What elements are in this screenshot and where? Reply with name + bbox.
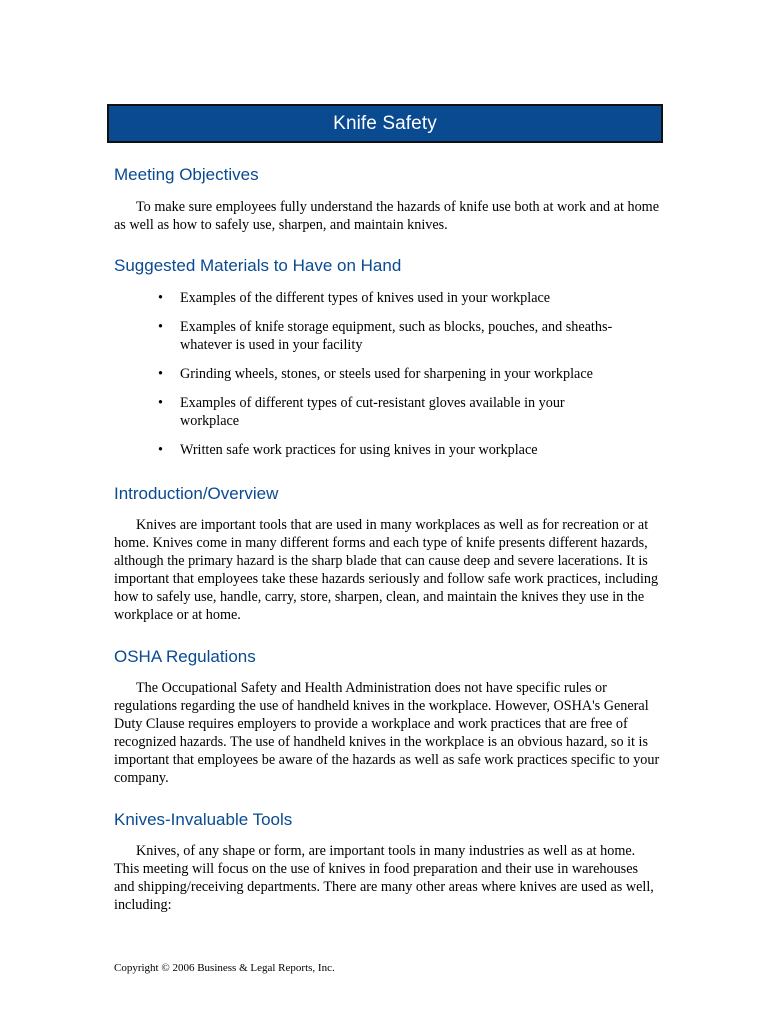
heading-introduction: Introduction/Overview [114, 484, 279, 503]
copyright-footer: Copyright © 2006 Business & Legal Reports, Inc. [114, 962, 335, 974]
list-item: • Examples of different types of cut-resistant gloves available in your workplace [114, 394, 662, 430]
bullet-icon: • [158, 395, 163, 411]
introduction-paragraph: Knives are important tools that are used in many workplaces as well as for recreation or at home. Knives come in many different forms and each type of knife presents different hazards, although the primary hazard is the sharp blade that can cause deep and severe lacerations. It is important that employees take these hazards seriously and follow safe work practices, including how to safely use, handle, carry, store, sharpen, clean, and maintain the knives they use in the workplace or at home. [114, 517, 659, 623]
bullet-icon: • [158, 442, 163, 458]
heading-knives-invaluable-tools: Knives-Invaluable Tools [114, 810, 293, 829]
bullet-icon: • [158, 366, 163, 382]
list-item: • Examples of knife storage equipment, such as blocks, pouches, and sheaths- whatever is used in your facility [114, 318, 662, 354]
heading-meeting-objectives: Meeting Objectives [114, 165, 259, 184]
heading-suggested-materials: Suggested Materials to Have on Hand [114, 256, 402, 275]
bullet-icon: • [158, 290, 163, 306]
heading-osha-regulations: OSHA Regulations [114, 647, 256, 666]
list-item: • Written safe work practices for using knives in your workplace [114, 441, 662, 459]
title-bar [107, 104, 663, 143]
bullet-icon: • [158, 319, 163, 335]
list-item: • Grinding wheels, stones, or steels used for sharpening in your workplace [114, 365, 662, 383]
list-item: • Examples of the different types of knives used in your workplace [114, 289, 662, 307]
page-title: Knife Safety [333, 112, 437, 134]
materials-list [114, 289, 662, 470]
tools-paragraph: Knives, of any shape or form, are important tools in many industries as well as at home. This meeting will focus on the use of knives in food preparation and their use in warehouses and shipping/receiving departments. There are many other areas where knives are used as well, including: [114, 843, 654, 913]
objectives-paragraph: To make sure employees fully understand the hazards of knife use both at work and at home as well as how to safely use, sharpen, and maintain knives. [114, 199, 659, 233]
osha-paragraph: The Occupational Safety and Health Administration does not have specific rules or regulations regarding the use of handheld knives in the workplace. However, OSHA's General Duty Clause requires employers to provide a workplace and work practices that are free of recognized hazards. The use of handheld knives in the workplace is an obvious hazard, so it is important that employees be aware of the hazards as well as safe work practices specific to your company. [114, 680, 660, 786]
